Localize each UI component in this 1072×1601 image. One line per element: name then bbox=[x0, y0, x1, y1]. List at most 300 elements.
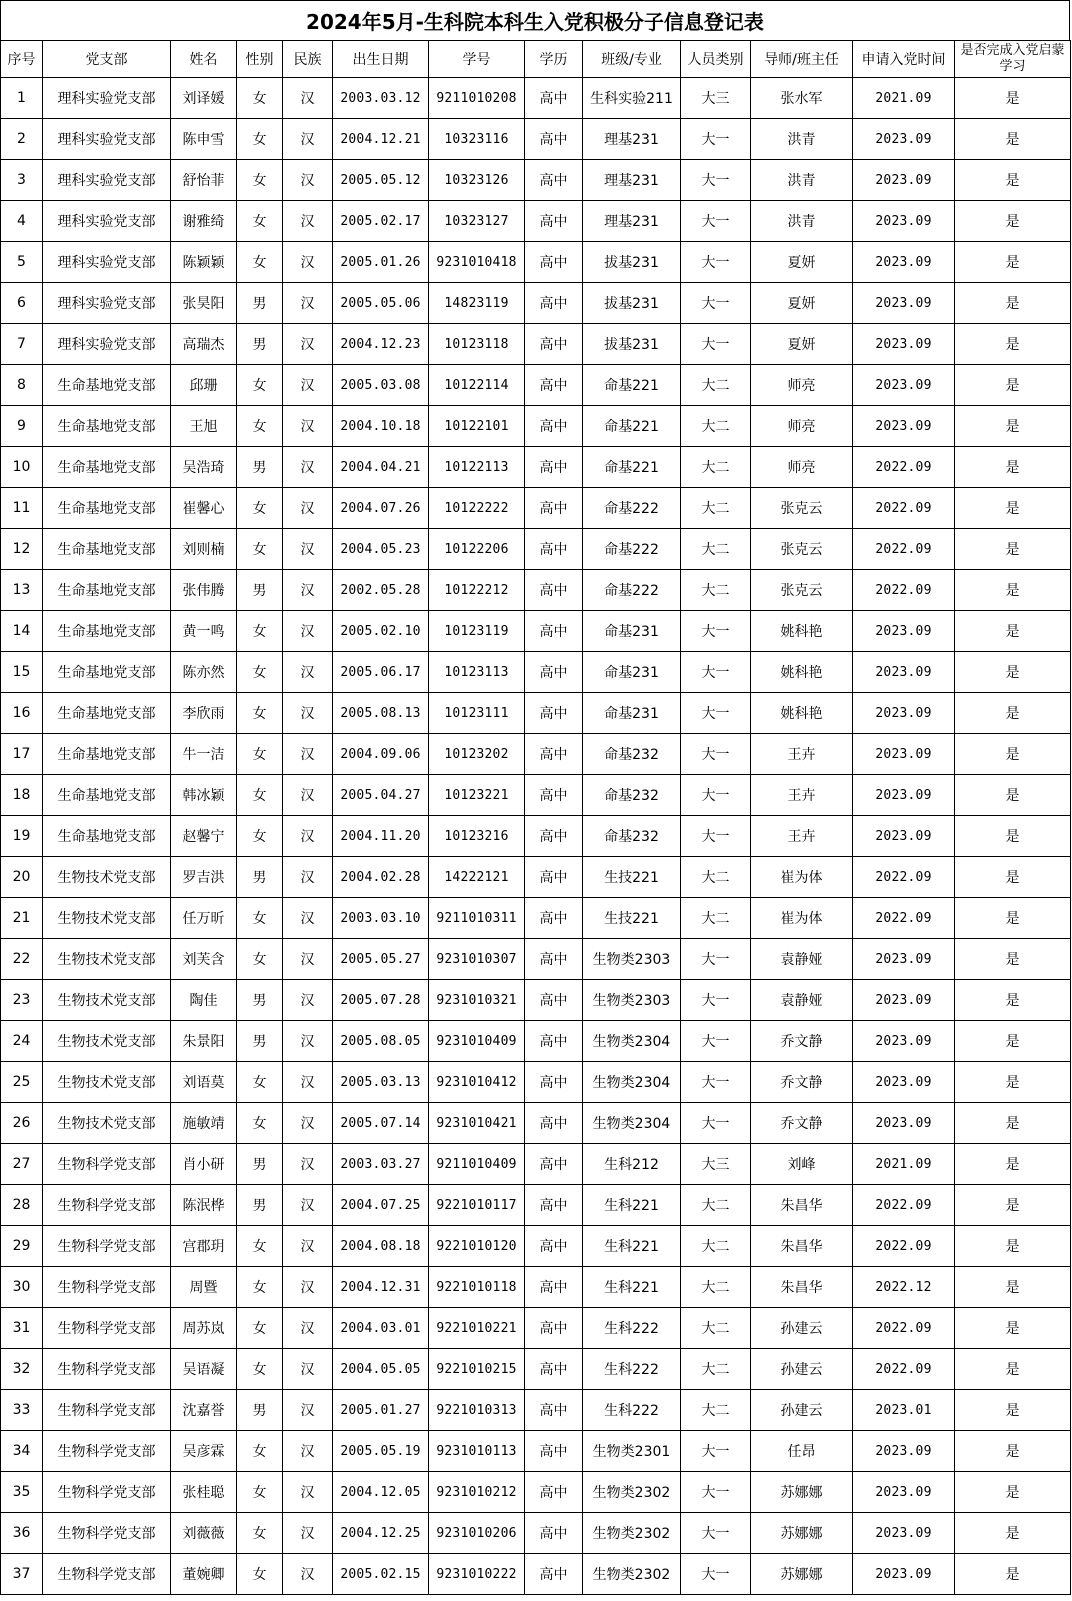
cell-student-id: 9221010313 bbox=[429, 1390, 525, 1431]
header-category: 人员类别 bbox=[681, 41, 751, 78]
cell-class: 生科221 bbox=[583, 1267, 681, 1308]
cell-gender: 女 bbox=[237, 160, 283, 201]
cell-class: 生科222 bbox=[583, 1349, 681, 1390]
header-birthdate: 出生日期 bbox=[333, 41, 429, 78]
cell-student-id: 9231010418 bbox=[429, 242, 525, 283]
cell-apply-time: 2023.09 bbox=[853, 775, 955, 816]
cell-apply-time: 2023.09 bbox=[853, 939, 955, 980]
cell-ethnicity: 汉 bbox=[283, 242, 333, 283]
table-row bbox=[1, 570, 1071, 611]
cell-gender: 男 bbox=[237, 447, 283, 488]
cell-gender: 男 bbox=[237, 1021, 283, 1062]
cell-apply-time: 2023.09 bbox=[853, 406, 955, 447]
cell-category: 大一 bbox=[681, 816, 751, 857]
cell-gender: 女 bbox=[237, 119, 283, 160]
cell-enlightenment-done: 是 bbox=[955, 1513, 1071, 1554]
table-row bbox=[1, 447, 1071, 488]
cell-gender: 女 bbox=[237, 734, 283, 775]
cell-index: 3 bbox=[1, 160, 43, 201]
cell-education: 高中 bbox=[525, 734, 583, 775]
cell-ethnicity: 汉 bbox=[283, 365, 333, 406]
cell-branch: 生物科学党支部 bbox=[43, 1308, 171, 1349]
table-row bbox=[1, 611, 1071, 652]
cell-class: 生物类2303 bbox=[583, 939, 681, 980]
cell-class: 生科222 bbox=[583, 1308, 681, 1349]
cell-ethnicity: 汉 bbox=[283, 816, 333, 857]
cell-education: 高中 bbox=[525, 78, 583, 119]
cell-apply-time: 2022.09 bbox=[853, 488, 955, 529]
table-row bbox=[1, 1308, 1071, 1349]
cell-birthdate: 2004.11.20 bbox=[333, 816, 429, 857]
cell-enlightenment-done: 是 bbox=[955, 242, 1071, 283]
cell-birthdate: 2003.03.10 bbox=[333, 898, 429, 939]
table-row bbox=[1, 1513, 1071, 1554]
cell-advisor: 崔为体 bbox=[751, 857, 853, 898]
cell-branch: 生命基地党支部 bbox=[43, 406, 171, 447]
cell-apply-time: 2023.09 bbox=[853, 1513, 955, 1554]
cell-education: 高中 bbox=[525, 1349, 583, 1390]
cell-apply-time: 2023.09 bbox=[853, 693, 955, 734]
cell-category: 大一 bbox=[681, 734, 751, 775]
table-row bbox=[1, 1103, 1071, 1144]
cell-student-id: 9221010117 bbox=[429, 1185, 525, 1226]
cell-category: 大一 bbox=[681, 1062, 751, 1103]
cell-gender: 男 bbox=[237, 1144, 283, 1185]
cell-advisor: 洪青 bbox=[751, 201, 853, 242]
cell-branch: 生命基地党支部 bbox=[43, 570, 171, 611]
cell-student-id: 10122222 bbox=[429, 488, 525, 529]
cell-ethnicity: 汉 bbox=[283, 201, 333, 242]
cell-birthdate: 2004.09.06 bbox=[333, 734, 429, 775]
cell-advisor: 孙建云 bbox=[751, 1308, 853, 1349]
cell-education: 高中 bbox=[525, 365, 583, 406]
cell-ethnicity: 汉 bbox=[283, 1226, 333, 1267]
cell-branch: 生物科学党支部 bbox=[43, 1431, 171, 1472]
cell-category: 大一 bbox=[681, 1021, 751, 1062]
cell-student-id: 9231010212 bbox=[429, 1472, 525, 1513]
cell-advisor: 朱昌华 bbox=[751, 1185, 853, 1226]
cell-name: 陈颖颖 bbox=[171, 242, 237, 283]
cell-birthdate: 2005.03.13 bbox=[333, 1062, 429, 1103]
cell-advisor: 孙建云 bbox=[751, 1349, 853, 1390]
cell-gender: 女 bbox=[237, 652, 283, 693]
cell-ethnicity: 汉 bbox=[283, 1431, 333, 1472]
cell-name: 黄一鸣 bbox=[171, 611, 237, 652]
cell-branch: 生物技术党支部 bbox=[43, 939, 171, 980]
cell-student-id: 10123216 bbox=[429, 816, 525, 857]
cell-branch: 生命基地党支部 bbox=[43, 775, 171, 816]
cell-class: 生物类2304 bbox=[583, 1103, 681, 1144]
cell-apply-time: 2022.09 bbox=[853, 1349, 955, 1390]
cell-student-id: 10123118 bbox=[429, 324, 525, 365]
cell-ethnicity: 汉 bbox=[283, 734, 333, 775]
cell-ethnicity: 汉 bbox=[283, 324, 333, 365]
table-row bbox=[1, 1431, 1071, 1472]
cell-apply-time: 2023.09 bbox=[853, 611, 955, 652]
cell-education: 高中 bbox=[525, 119, 583, 160]
cell-name: 沈嘉誉 bbox=[171, 1390, 237, 1431]
cell-birthdate: 2004.10.18 bbox=[333, 406, 429, 447]
cell-category: 大二 bbox=[681, 1308, 751, 1349]
cell-gender: 女 bbox=[237, 611, 283, 652]
cell-category: 大二 bbox=[681, 406, 751, 447]
cell-index: 15 bbox=[1, 652, 43, 693]
cell-student-id: 10123202 bbox=[429, 734, 525, 775]
cell-enlightenment-done: 是 bbox=[955, 652, 1071, 693]
cell-advisor: 师亮 bbox=[751, 406, 853, 447]
cell-birthdate: 2005.05.27 bbox=[333, 939, 429, 980]
cell-index: 30 bbox=[1, 1267, 43, 1308]
cell-education: 高中 bbox=[525, 1472, 583, 1513]
cell-branch: 生命基地党支部 bbox=[43, 611, 171, 652]
cell-advisor: 张克云 bbox=[751, 570, 853, 611]
cell-name: 张桂聪 bbox=[171, 1472, 237, 1513]
cell-student-id: 9231010421 bbox=[429, 1103, 525, 1144]
cell-ethnicity: 汉 bbox=[283, 652, 333, 693]
cell-enlightenment-done: 是 bbox=[955, 1349, 1071, 1390]
cell-birthdate: 2004.12.21 bbox=[333, 119, 429, 160]
cell-ethnicity: 汉 bbox=[283, 447, 333, 488]
cell-branch: 理科实验党支部 bbox=[43, 160, 171, 201]
cell-class: 生科222 bbox=[583, 1390, 681, 1431]
cell-enlightenment-done: 是 bbox=[955, 734, 1071, 775]
cell-ethnicity: 汉 bbox=[283, 1062, 333, 1103]
cell-education: 高中 bbox=[525, 775, 583, 816]
cell-enlightenment-done: 是 bbox=[955, 365, 1071, 406]
cell-branch: 生物技术党支部 bbox=[43, 1103, 171, 1144]
cell-enlightenment-done: 是 bbox=[955, 1472, 1071, 1513]
cell-student-id: 9231010412 bbox=[429, 1062, 525, 1103]
cell-index: 4 bbox=[1, 201, 43, 242]
cell-index: 32 bbox=[1, 1349, 43, 1390]
cell-education: 高中 bbox=[525, 447, 583, 488]
sheet-title: 2024年5月-生科院本科生入党积极分子信息登记表 bbox=[0, 0, 1070, 40]
cell-advisor: 夏妍 bbox=[751, 283, 853, 324]
cell-apply-time: 2022.09 bbox=[853, 447, 955, 488]
cell-branch: 生物科学党支部 bbox=[43, 1267, 171, 1308]
cell-category: 大一 bbox=[681, 775, 751, 816]
cell-ethnicity: 汉 bbox=[283, 1185, 333, 1226]
cell-index: 31 bbox=[1, 1308, 43, 1349]
cell-enlightenment-done: 是 bbox=[955, 857, 1071, 898]
cell-enlightenment-done: 是 bbox=[955, 1185, 1071, 1226]
cell-name: 刘则楠 bbox=[171, 529, 237, 570]
cell-category: 大二 bbox=[681, 898, 751, 939]
table-row bbox=[1, 1021, 1071, 1062]
table-row bbox=[1, 529, 1071, 570]
cell-education: 高中 bbox=[525, 816, 583, 857]
cell-name: 邱珊 bbox=[171, 365, 237, 406]
cell-ethnicity: 汉 bbox=[283, 980, 333, 1021]
cell-student-id: 10122212 bbox=[429, 570, 525, 611]
cell-gender: 女 bbox=[237, 939, 283, 980]
cell-birthdate: 2004.12.31 bbox=[333, 1267, 429, 1308]
cell-gender: 女 bbox=[237, 1472, 283, 1513]
cell-birthdate: 2004.05.05 bbox=[333, 1349, 429, 1390]
cell-index: 16 bbox=[1, 693, 43, 734]
cell-name: 刘薇薇 bbox=[171, 1513, 237, 1554]
cell-branch: 理科实验党支部 bbox=[43, 78, 171, 119]
cell-gender: 女 bbox=[237, 1103, 283, 1144]
cell-education: 高中 bbox=[525, 1062, 583, 1103]
cell-advisor: 洪青 bbox=[751, 119, 853, 160]
cell-name: 张伟腾 bbox=[171, 570, 237, 611]
cell-gender: 女 bbox=[237, 1554, 283, 1595]
cell-enlightenment-done: 是 bbox=[955, 1554, 1071, 1595]
cell-name: 李欣雨 bbox=[171, 693, 237, 734]
cell-birthdate: 2005.07.14 bbox=[333, 1103, 429, 1144]
cell-birthdate: 2005.01.27 bbox=[333, 1390, 429, 1431]
cell-apply-time: 2023.09 bbox=[853, 1021, 955, 1062]
cell-education: 高中 bbox=[525, 529, 583, 570]
cell-ethnicity: 汉 bbox=[283, 1390, 333, 1431]
cell-index: 9 bbox=[1, 406, 43, 447]
cell-student-id: 9221010221 bbox=[429, 1308, 525, 1349]
cell-gender: 女 bbox=[237, 365, 283, 406]
cell-class: 生物类2304 bbox=[583, 1062, 681, 1103]
cell-branch: 生物科学党支部 bbox=[43, 1472, 171, 1513]
table-row bbox=[1, 242, 1071, 283]
table-row bbox=[1, 816, 1071, 857]
cell-birthdate: 2004.02.28 bbox=[333, 857, 429, 898]
cell-enlightenment-done: 是 bbox=[955, 447, 1071, 488]
cell-ethnicity: 汉 bbox=[283, 1513, 333, 1554]
cell-enlightenment-done: 是 bbox=[955, 939, 1071, 980]
cell-category: 大一 bbox=[681, 283, 751, 324]
cell-branch: 生物科学党支部 bbox=[43, 1554, 171, 1595]
cell-category: 大二 bbox=[681, 1349, 751, 1390]
cell-advisor: 朱昌华 bbox=[751, 1267, 853, 1308]
table-row bbox=[1, 693, 1071, 734]
cell-apply-time: 2021.09 bbox=[853, 1144, 955, 1185]
cell-apply-time: 2021.09 bbox=[853, 78, 955, 119]
cell-advisor: 刘峰 bbox=[751, 1144, 853, 1185]
cell-birthdate: 2005.03.08 bbox=[333, 365, 429, 406]
cell-apply-time: 2023.09 bbox=[853, 1062, 955, 1103]
cell-apply-time: 2023.09 bbox=[853, 1554, 955, 1595]
table-row bbox=[1, 1349, 1071, 1390]
cell-branch: 理科实验党支部 bbox=[43, 283, 171, 324]
cell-index: 14 bbox=[1, 611, 43, 652]
cell-advisor: 袁静娅 bbox=[751, 939, 853, 980]
cell-index: 1 bbox=[1, 78, 43, 119]
cell-education: 高中 bbox=[525, 283, 583, 324]
cell-birthdate: 2005.05.06 bbox=[333, 283, 429, 324]
cell-name: 崔馨心 bbox=[171, 488, 237, 529]
cell-enlightenment-done: 是 bbox=[955, 980, 1071, 1021]
cell-index: 11 bbox=[1, 488, 43, 529]
cell-class: 拔基231 bbox=[583, 283, 681, 324]
cell-student-id: 10323116 bbox=[429, 119, 525, 160]
cell-class: 理基231 bbox=[583, 201, 681, 242]
cell-apply-time: 2023.09 bbox=[853, 160, 955, 201]
cell-category: 大一 bbox=[681, 324, 751, 365]
cell-apply-time: 2023.09 bbox=[853, 283, 955, 324]
cell-education: 高中 bbox=[525, 488, 583, 529]
cell-enlightenment-done: 是 bbox=[955, 160, 1071, 201]
cell-name: 高瑞杰 bbox=[171, 324, 237, 365]
cell-name: 刘语莫 bbox=[171, 1062, 237, 1103]
cell-branch: 生命基地党支部 bbox=[43, 529, 171, 570]
cell-education: 高中 bbox=[525, 898, 583, 939]
cell-ethnicity: 汉 bbox=[283, 1103, 333, 1144]
cell-branch: 生命基地党支部 bbox=[43, 447, 171, 488]
cell-category: 大一 bbox=[681, 693, 751, 734]
cell-index: 33 bbox=[1, 1390, 43, 1431]
cell-category: 大一 bbox=[681, 1431, 751, 1472]
cell-gender: 女 bbox=[237, 529, 283, 570]
cell-index: 29 bbox=[1, 1226, 43, 1267]
cell-enlightenment-done: 是 bbox=[955, 201, 1071, 242]
cell-student-id: 10123113 bbox=[429, 652, 525, 693]
cell-name: 陈亦然 bbox=[171, 652, 237, 693]
cell-education: 高中 bbox=[525, 1513, 583, 1554]
cell-gender: 女 bbox=[237, 1267, 283, 1308]
cell-gender: 男 bbox=[237, 980, 283, 1021]
cell-birthdate: 2003.03.27 bbox=[333, 1144, 429, 1185]
cell-branch: 生命基地党支部 bbox=[43, 365, 171, 406]
registration-table bbox=[0, 40, 1071, 1595]
cell-enlightenment-done: 是 bbox=[955, 611, 1071, 652]
cell-class: 命基221 bbox=[583, 406, 681, 447]
cell-branch: 生命基地党支部 bbox=[43, 488, 171, 529]
cell-advisor: 乔文静 bbox=[751, 1103, 853, 1144]
cell-ethnicity: 汉 bbox=[283, 939, 333, 980]
cell-birthdate: 2004.04.21 bbox=[333, 447, 429, 488]
cell-education: 高中 bbox=[525, 693, 583, 734]
cell-birthdate: 2005.05.19 bbox=[333, 1431, 429, 1472]
cell-category: 大二 bbox=[681, 488, 751, 529]
table-row bbox=[1, 1226, 1071, 1267]
cell-category: 大一 bbox=[681, 1472, 751, 1513]
header-enlightenment-done: 是否完成入党启蒙学习 bbox=[955, 41, 1071, 78]
cell-ethnicity: 汉 bbox=[283, 1349, 333, 1390]
table-row bbox=[1, 652, 1071, 693]
cell-index: 8 bbox=[1, 365, 43, 406]
cell-class: 拔基231 bbox=[583, 324, 681, 365]
cell-ethnicity: 汉 bbox=[283, 1267, 333, 1308]
cell-education: 高中 bbox=[525, 1103, 583, 1144]
table-row bbox=[1, 201, 1071, 242]
cell-class: 生物类2303 bbox=[583, 980, 681, 1021]
cell-category: 大二 bbox=[681, 857, 751, 898]
cell-student-id: 14222121 bbox=[429, 857, 525, 898]
cell-advisor: 王卉 bbox=[751, 734, 853, 775]
cell-gender: 女 bbox=[237, 1062, 283, 1103]
cell-birthdate: 2004.07.25 bbox=[333, 1185, 429, 1226]
cell-student-id: 9221010120 bbox=[429, 1226, 525, 1267]
cell-birthdate: 2005.05.12 bbox=[333, 160, 429, 201]
cell-enlightenment-done: 是 bbox=[955, 1226, 1071, 1267]
cell-apply-time: 2022.09 bbox=[853, 1308, 955, 1349]
cell-student-id: 10123221 bbox=[429, 775, 525, 816]
cell-class: 命基232 bbox=[583, 734, 681, 775]
cell-advisor: 乔文静 bbox=[751, 1021, 853, 1062]
cell-branch: 生物技术党支部 bbox=[43, 898, 171, 939]
cell-name: 肖小研 bbox=[171, 1144, 237, 1185]
header-index: 序号 bbox=[1, 41, 43, 78]
table-row bbox=[1, 283, 1071, 324]
cell-branch: 理科实验党支部 bbox=[43, 119, 171, 160]
cell-advisor: 姚科艳 bbox=[751, 652, 853, 693]
cell-education: 高中 bbox=[525, 980, 583, 1021]
cell-index: 5 bbox=[1, 242, 43, 283]
cell-student-id: 14823119 bbox=[429, 283, 525, 324]
table-row bbox=[1, 857, 1071, 898]
cell-advisor: 王卉 bbox=[751, 775, 853, 816]
cell-student-id: 10122114 bbox=[429, 365, 525, 406]
cell-student-id: 9211010208 bbox=[429, 78, 525, 119]
cell-index: 35 bbox=[1, 1472, 43, 1513]
table-row bbox=[1, 488, 1071, 529]
cell-category: 大二 bbox=[681, 1267, 751, 1308]
cell-branch: 生物科学党支部 bbox=[43, 1349, 171, 1390]
cell-name: 吴彦霖 bbox=[171, 1431, 237, 1472]
cell-name: 陈泯桦 bbox=[171, 1185, 237, 1226]
cell-branch: 生物科学党支部 bbox=[43, 1185, 171, 1226]
cell-advisor: 王卉 bbox=[751, 816, 853, 857]
cell-education: 高中 bbox=[525, 1431, 583, 1472]
cell-name: 施敏靖 bbox=[171, 1103, 237, 1144]
cell-class: 生技221 bbox=[583, 857, 681, 898]
cell-enlightenment-done: 是 bbox=[955, 1103, 1071, 1144]
cell-birthdate: 2004.05.23 bbox=[333, 529, 429, 570]
cell-advisor: 朱昌华 bbox=[751, 1226, 853, 1267]
cell-branch: 理科实验党支部 bbox=[43, 242, 171, 283]
cell-index: 10 bbox=[1, 447, 43, 488]
cell-apply-time: 2023.09 bbox=[853, 980, 955, 1021]
cell-branch: 生命基地党支部 bbox=[43, 652, 171, 693]
cell-ethnicity: 汉 bbox=[283, 529, 333, 570]
cell-student-id: 10122101 bbox=[429, 406, 525, 447]
cell-class: 生物类2304 bbox=[583, 1021, 681, 1062]
cell-advisor: 姚科艳 bbox=[751, 611, 853, 652]
cell-category: 大二 bbox=[681, 570, 751, 611]
table-row bbox=[1, 365, 1071, 406]
cell-gender: 女 bbox=[237, 242, 283, 283]
cell-enlightenment-done: 是 bbox=[955, 1267, 1071, 1308]
table-row bbox=[1, 1390, 1071, 1431]
cell-name: 刘译媛 bbox=[171, 78, 237, 119]
cell-category: 大一 bbox=[681, 939, 751, 980]
cell-gender: 女 bbox=[237, 1431, 283, 1472]
cell-name: 任万昕 bbox=[171, 898, 237, 939]
cell-gender: 女 bbox=[237, 1349, 283, 1390]
cell-ethnicity: 汉 bbox=[283, 78, 333, 119]
table-row bbox=[1, 1062, 1071, 1103]
cell-education: 高中 bbox=[525, 324, 583, 365]
cell-apply-time: 2022.09 bbox=[853, 1185, 955, 1226]
header-ethnicity: 民族 bbox=[283, 41, 333, 78]
cell-name: 赵馨宁 bbox=[171, 816, 237, 857]
cell-apply-time: 2023.01 bbox=[853, 1390, 955, 1431]
cell-apply-time: 2022.09 bbox=[853, 898, 955, 939]
cell-birthdate: 2004.03.01 bbox=[333, 1308, 429, 1349]
cell-advisor: 张水军 bbox=[751, 78, 853, 119]
cell-student-id: 9231010321 bbox=[429, 980, 525, 1021]
cell-enlightenment-done: 是 bbox=[955, 570, 1071, 611]
cell-ethnicity: 汉 bbox=[283, 611, 333, 652]
cell-category: 大一 bbox=[681, 611, 751, 652]
cell-education: 高中 bbox=[525, 1144, 583, 1185]
header-apply-time: 申请入党时间 bbox=[853, 41, 955, 78]
cell-category: 大三 bbox=[681, 1144, 751, 1185]
table-row bbox=[1, 1185, 1071, 1226]
table-row bbox=[1, 980, 1071, 1021]
cell-education: 高中 bbox=[525, 1308, 583, 1349]
cell-category: 大一 bbox=[681, 160, 751, 201]
cell-name: 朱景阳 bbox=[171, 1021, 237, 1062]
